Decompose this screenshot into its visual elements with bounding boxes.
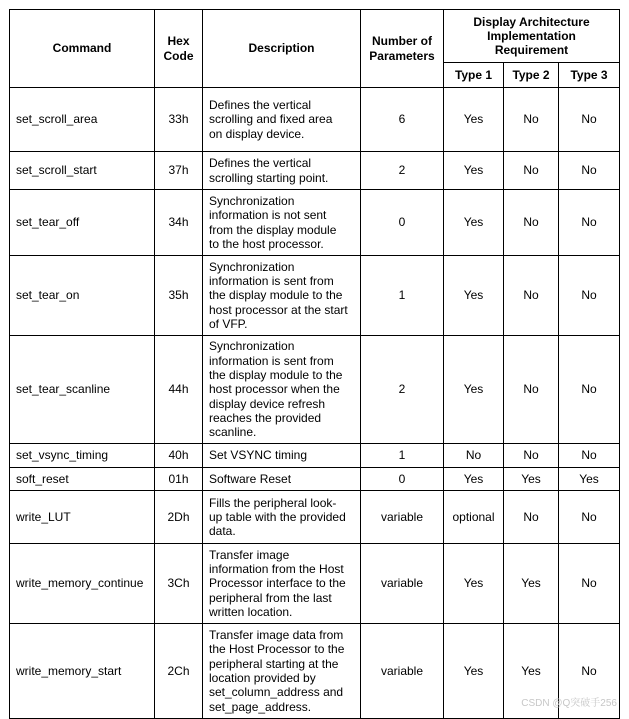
hex-code-cell: 40h [155, 444, 203, 468]
description-line: reaches the provided [209, 410, 322, 425]
description-line: the display module to the [209, 288, 343, 303]
type-3-cell: Yes [559, 468, 620, 491]
header-num-params-line2: Parameters [369, 48, 435, 63]
table-row [10, 544, 620, 624]
parameters-cell: 0 [361, 190, 444, 256]
parameters-cell: variable [361, 544, 444, 624]
parameters-cell: 1 [361, 444, 444, 468]
hex-code-cell: 3Ch [155, 544, 203, 624]
description-line: on display device. [209, 126, 305, 141]
description-line: of VFP. [209, 316, 248, 331]
description-cell [203, 190, 361, 256]
description-line: Defines the vertical [209, 98, 312, 113]
type-2-cell: No [504, 152, 559, 190]
type-1-cell: optional [444, 491, 504, 544]
command-cell: write_memory_continue [10, 544, 155, 624]
table-row [10, 444, 620, 468]
description-line: Set VSYNC timing [209, 448, 308, 463]
command-cell: write_memory_start [10, 624, 155, 719]
type-3-cell: No [559, 544, 620, 624]
description-line: Software Reset [209, 471, 292, 486]
parameters-cell: variable [361, 624, 444, 719]
header-hex-code-line1: Hex [167, 34, 190, 49]
type-1-cell: Yes [444, 544, 504, 624]
header-group-line1: Display Architecture [473, 14, 590, 29]
description-cell [203, 624, 361, 719]
header-display-architecture [444, 10, 620, 63]
command-table [9, 9, 620, 719]
hex-code-cell: 37h [155, 152, 203, 190]
table-row [10, 256, 620, 336]
header-hex-code-line2: Code [163, 48, 194, 63]
description-cell [203, 152, 361, 190]
parameters-cell: variable [361, 491, 444, 544]
header-type-2: Type 2 [504, 63, 559, 88]
header-hex-code [155, 10, 203, 88]
type-1-cell: Yes [444, 190, 504, 256]
description-line: Synchronization [209, 259, 295, 274]
type-2-cell: No [504, 256, 559, 336]
type-1-cell: Yes [444, 468, 504, 491]
type-1-cell: Yes [444, 256, 504, 336]
type-2-cell: Yes [504, 624, 559, 719]
description-line: set_page_address. [209, 699, 312, 714]
type-2-cell: Yes [504, 544, 559, 624]
description-line: Defines the vertical [209, 156, 312, 171]
description-line: the Host Processor to the [209, 642, 345, 657]
description-line: Transfer image data from [209, 628, 344, 643]
type-1-cell: Yes [444, 336, 504, 444]
type-2-cell: No [504, 491, 559, 544]
hex-code-cell: 44h [155, 336, 203, 444]
parameters-cell: 1 [361, 256, 444, 336]
description-line: written location. [209, 604, 293, 619]
description-line: scrolling starting point. [209, 170, 329, 185]
type-3-cell: No [559, 190, 620, 256]
description-cell [203, 544, 361, 624]
header-row-1 [10, 10, 620, 63]
table-row [10, 468, 620, 491]
type-3-cell: No [559, 444, 620, 468]
description-line: Synchronization [209, 193, 295, 208]
command-cell: set_vsync_timing [10, 444, 155, 468]
description-cell [203, 468, 361, 491]
table-row [10, 190, 620, 256]
description-cell [203, 336, 361, 444]
hex-code-cell: 35h [155, 256, 203, 336]
header-command: Command [10, 10, 155, 88]
description-line: peripheral from the last [209, 590, 332, 605]
description-line: Fills the peripheral look- [209, 495, 337, 510]
type-3-cell: No [559, 336, 620, 444]
table-body [10, 88, 620, 719]
parameters-cell: 0 [361, 468, 444, 491]
description-line: up table with the provided [209, 509, 346, 524]
type-3-cell: No [559, 152, 620, 190]
type-3-cell: No [559, 491, 620, 544]
type-2-cell: No [504, 190, 559, 256]
command-cell: set_tear_scanline [10, 336, 155, 444]
command-cell: set_scroll_start [10, 152, 155, 190]
description-line: Synchronization [209, 339, 295, 354]
type-3-cell: No [559, 88, 620, 152]
type-3-cell: No [559, 624, 620, 719]
description-line: peripheral starting at the [209, 656, 339, 671]
type-1-cell: Yes [444, 624, 504, 719]
type-2-cell: No [504, 444, 559, 468]
type-1-cell: No [444, 444, 504, 468]
table-row [10, 491, 620, 544]
header-group-line2: Implementation [487, 28, 576, 43]
type-1-cell: Yes [444, 152, 504, 190]
type-2-cell: No [504, 88, 559, 152]
command-cell: write_LUT [10, 491, 155, 544]
header-number-of-parameters [361, 10, 444, 88]
description-line: Transfer image [209, 547, 290, 562]
description-line: information from the Host [209, 562, 344, 577]
description-line: to the host processor. [209, 236, 324, 251]
parameters-cell: 2 [361, 336, 444, 444]
type-3-cell: No [559, 256, 620, 336]
header-type-3: Type 3 [559, 63, 620, 88]
description-line: host processor at the start [209, 302, 348, 317]
description-line: the display module to the [209, 368, 343, 383]
command-cell: set_scroll_area [10, 88, 155, 152]
description-line: information is sent from [209, 353, 334, 368]
type-1-cell: Yes [444, 88, 504, 152]
table-row [10, 152, 620, 190]
header-group-line3: Requirement [494, 43, 569, 58]
description-cell [203, 256, 361, 336]
parameters-cell: 2 [361, 152, 444, 190]
watermark: CSDN @Q突破手256 [521, 698, 617, 709]
description-line: display device refresh [209, 396, 326, 411]
hex-code-cell: 2Ch [155, 624, 203, 719]
description-line: Processor interface to the [209, 576, 346, 591]
hex-code-cell: 33h [155, 88, 203, 152]
header-description: Description [203, 10, 361, 88]
command-cell: soft_reset [10, 468, 155, 491]
table-row [10, 88, 620, 152]
description-line: information is not sent [209, 208, 327, 223]
description-line: set_column_address and [209, 685, 344, 700]
description-line: host processor when the [209, 382, 340, 397]
description-line: information is sent from [209, 274, 334, 289]
description-line: scanline. [209, 425, 257, 440]
type-2-cell: Yes [504, 468, 559, 491]
hex-code-cell: 2Dh [155, 491, 203, 544]
parameters-cell: 6 [361, 88, 444, 152]
hex-code-cell: 34h [155, 190, 203, 256]
table-row [10, 336, 620, 444]
header-type-1: Type 1 [444, 63, 504, 88]
description-cell [203, 491, 361, 544]
description-cell [203, 88, 361, 152]
description-line: from the display module [209, 222, 337, 237]
header-num-params-line1: Number of [372, 34, 432, 49]
description-line: data. [209, 524, 236, 539]
description-line: scrolling and fixed area [209, 112, 333, 127]
description-line: location provided by [209, 671, 316, 685]
description-cell [203, 444, 361, 468]
type-2-cell: No [504, 336, 559, 444]
hex-code-cell: 01h [155, 468, 203, 491]
command-cell: set_tear_off [10, 190, 155, 256]
command-cell: set_tear_on [10, 256, 155, 336]
